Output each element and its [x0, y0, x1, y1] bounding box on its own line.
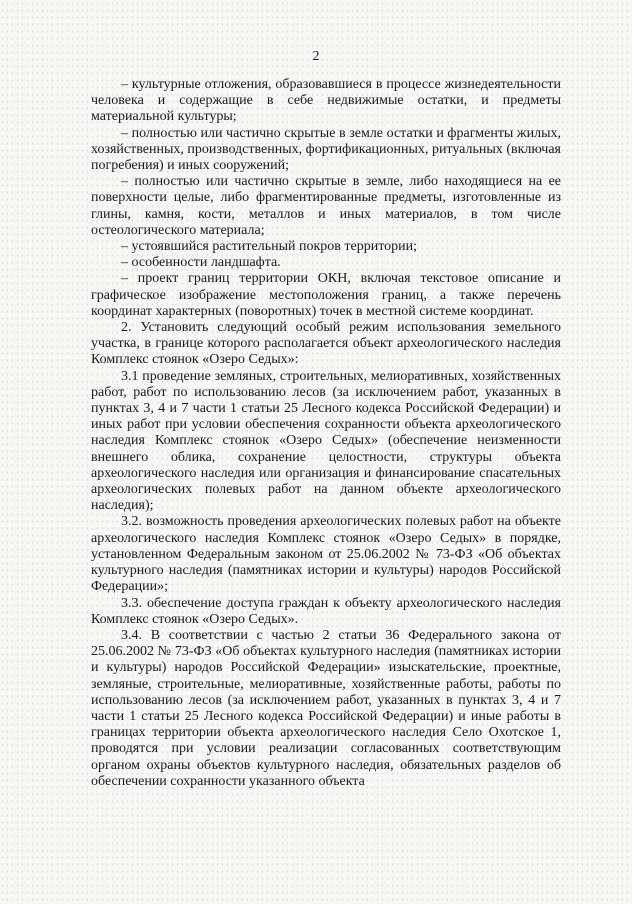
paragraph-cultural-layers: – культурные отложения, образовавшиеся в процессе жизнедеятельности человека и содержащие в себе недвижимые остатки, и предметы материальной культуры; — [91, 77, 561, 125]
paragraph-boundary-project: – проект границ территории ОКН, включая текстовое описание и графическое изображение местоположения границ, а также перечень координат характерных (поворотных) точек в местной системе координат. — [91, 271, 561, 319]
paragraph-vegetation-cover: – устоявшийся растительный покров территории; — [121, 239, 418, 255]
paragraph-item-3-4: 3.4. В соответствии с частью 2 статьи 36 Федерального закона от 25.06.2002 № 73-ФЗ «Об объектах культурного наследия (памятниках истории и культуры) народов Российской Федерации» изыскательские, проектные, земляные, строительные, мелиоративные, хозяйственные работы, работы по использованию лесов (за исключением работ, указанных в пунктах 3, 4 и 7 части 1 статьи 25 Лесного кодекса Российской Федерации) и иные работы в границах территории объекта археологического наследия Село Охотское 1, проводятся при условии реализации согласованных соответствующим органом охраны объектов культурного наследия, обязательных разделов об обеспечении сохранности указанного объекта — [91, 627, 561, 789]
paragraph-landscape-features: – особенности ландшафта. — [121, 255, 281, 271]
paragraph-special-regime: 2. Установить следующий особый режим использования земельного участка, в границе которого располагается объект археологического наследия Комплекс стоянок «Озеро Седых»: — [91, 320, 561, 368]
paragraph-item-3-3: 3.3. обеспечение доступа граждан к объекту археологического наследия Комплекс стоянок «Озеро Седых». — [91, 595, 561, 627]
page-number: 2 — [312, 49, 320, 64]
paragraph-hidden-structures: – полностью или частично скрытые в земле остатки и фрагменты жилых, хозяйственных, производственных, фортификационных, ритуальных (включая погребения) и иных сооружений; — [91, 125, 561, 174]
document-body — [91, 77, 561, 790]
paragraph-item-3-1: 3.1 проведение земляных, строительных, мелиоративных, хозяйственных работ, работ по использованию лесов (за исключением работ, указанных в пунктах 3, 4 и 7 части 1 статьи 25 Лесного кодекса Российской Федерации) и иных работ при условии обеспечения сохранности объекта археологического наследия Комплекс стоянок «Озеро Седых» (обеспечение неизменности внешнего облика, сохранение целостности, структуры объекта археологического наследия или организация и финансирование спасательных археологических полевых работ на данном объекте археологического наследия); — [91, 368, 561, 514]
paragraph-item-3-2: 3.2. возможность проведения археологических полевых работ на объекте археологического наследия Комплекс стоянок «Озеро Седых» в порядке, установленном Федеральным законом от 25.06.2002 № 73-ФЗ «Об объектах культурного наследия (памятниках истории и культуры) народов Российской Федерации»; — [91, 514, 561, 595]
paragraph-hidden-objects: – полностью или частично скрытые в земле, либо находящиеся на ее поверхности целые, либо фрагментированные предметы, изготовленные из глины, камня, кости, металлов и иных материалов, в том числе остеологического материала; — [91, 174, 561, 238]
